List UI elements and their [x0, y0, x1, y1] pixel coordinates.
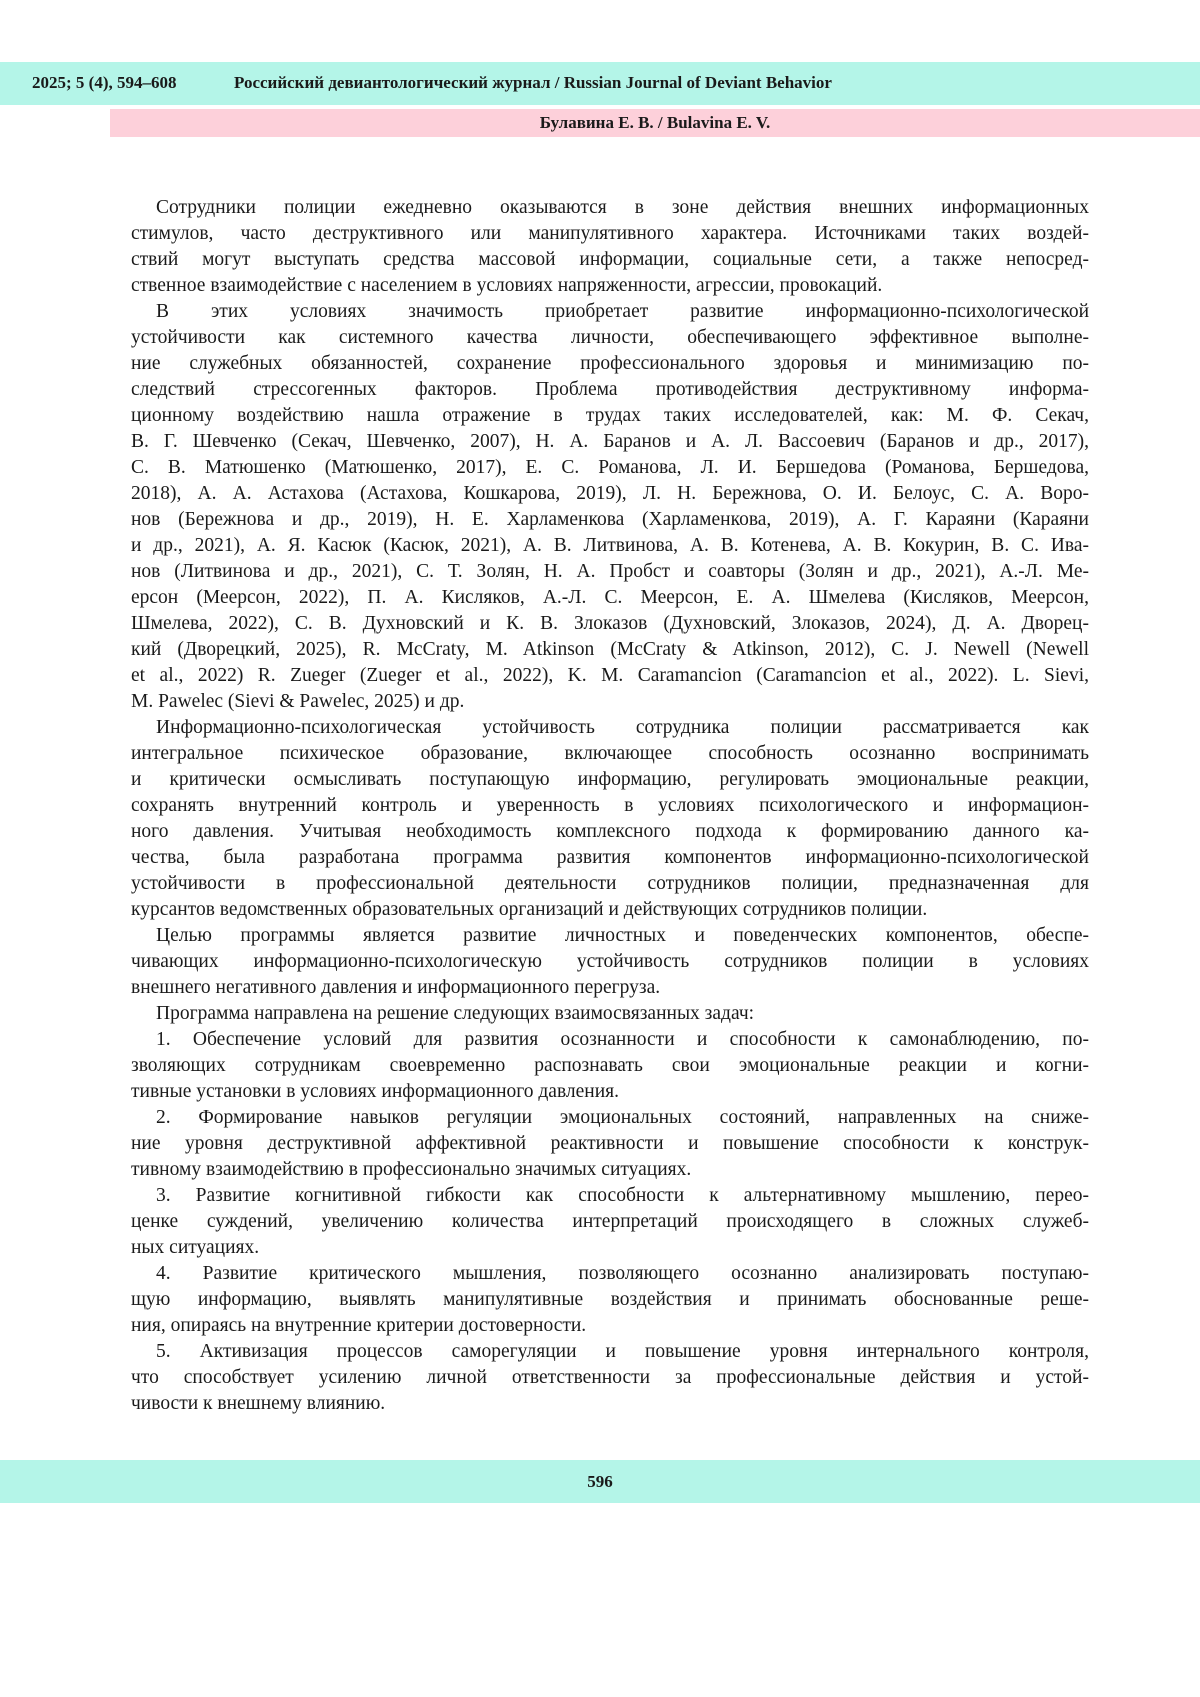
- text-line: Программа направлена на решение следующих взаимосвязанных задач:: [156, 1003, 755, 1024]
- text-line: В этих условиях значимость приобретает развитие информационно-психологической: [156, 301, 1089, 322]
- text-line: ного давления. Учитывая необходимость комплексного подхода к формированию данного ка-: [131, 821, 1089, 842]
- text-line: тивные установки в условиях информационного давления.: [131, 1081, 620, 1102]
- text-line: В. Г. Шевченко (Секач, Шевченко, 2007), Н. А. Баранов и А. Л. Вассоевич (Баранов и др., 2017),: [131, 431, 1089, 452]
- text-line: Информационно-психологическая устойчивость сотрудника полиции рассматривается как: [156, 717, 1089, 738]
- text-line: внешнего негативного давления и информационного перегруза.: [131, 977, 661, 998]
- text-line: чивающих информационно-психологическую устойчивость сотрудников полиции в условиях: [131, 951, 1089, 972]
- text-line: следствий стрессогенных факторов. Проблема противодействия деструктивному информа-: [131, 379, 1089, 400]
- text-line: ние служебных обязанностей, сохранение профессионального здоровья и минимизацию по-: [131, 353, 1089, 374]
- text-line: ствий могут выступать средства массовой информации, социальные сети, а также непосред-: [131, 249, 1089, 270]
- page-number: 596: [0, 1460, 1200, 1503]
- text-line: M. Pawelec (Sievi & Pawelec, 2025) и др.: [131, 691, 465, 712]
- text-line: 2. Формирование навыков регуляции эмоциональных состояний, направленных на сниже-: [156, 1107, 1089, 1128]
- text-line: С. В. Матюшенко (Матюшенко, 2017), Е. С. Романова, Л. И. Бершедова (Романова, Бершедова,: [131, 457, 1089, 478]
- text-line: устойчивости в профессиональной деятельности сотрудников полиции, предназначенная для: [131, 873, 1089, 894]
- text-line: et al., 2022) R. Zueger (Zueger et al., 2022), K. M. Caramancion (Caramancion et al., 2022). L. Sievi,: [131, 665, 1089, 686]
- text-line: ерсон (Меерсон, 2022), П. А. Кисляков, А.-Л. С. Меерсон, Е. А. Шмелева (Кисляков, Меерсон,: [131, 587, 1089, 608]
- text-line: ния, опираясь на внутренние критерии достоверности.: [131, 1315, 587, 1336]
- text-line: устойчивости как системного качества личности, обеспечивающего эффективное выполне-: [131, 327, 1089, 348]
- text-line: ценке суждений, увеличению количества интерпретаций происходящего в сложных служеб-: [131, 1211, 1089, 1232]
- text-line: сохранять внутренний контроль и уверенность в условиях психологического и информацион-: [131, 795, 1089, 816]
- text-line: 3. Развитие когнитивной гибкости как способности к альтернативному мышлению, перео-: [156, 1185, 1089, 1206]
- paragraph: [131, 1183, 1089, 1261]
- journal-title: Российский девиантологический журнал / Russian Journal of Deviant Behavior: [234, 73, 832, 92]
- paragraph: [131, 299, 1089, 715]
- text-line: кий (Дворецкий, 2025), R. McCraty, M. Atkinson (McCraty & Atkinson, 2012), C. J. Newell (Newell: [131, 639, 1089, 660]
- paragraph: [131, 1001, 1089, 1027]
- text-line: 5. Активизация процессов саморегуляции и повышение уровня интернального контроля,: [156, 1341, 1089, 1362]
- text-line: 2018), А. А. Астахова (Астахова, Кошкарова, 2019), Л. Н. Бережнова, О. И. Белоус, С. А. Воро-: [131, 483, 1089, 504]
- text-line: 1. Обеспечение условий для развития осознанности и способности к самонаблюдению, по-: [156, 1029, 1089, 1050]
- text-line: Шмелева, 2022), С. В. Духновский и К. В. Злоказов (Духновский, Злоказов, 2024), Д. А. Дворец-: [131, 613, 1089, 634]
- text-line: курсантов ведомственных образовательных организаций и действующих сотрудников полиции.: [131, 899, 928, 920]
- citation: 2025; 5 (4), 594–608: [32, 73, 177, 92]
- text-line: интегральное психическое образование, включающее способность осознанно воспринимать: [131, 743, 1089, 764]
- running-header: [0, 62, 1200, 105]
- text-line: чивости к внешнему влиянию.: [131, 1393, 386, 1414]
- paragraph: [131, 1339, 1089, 1417]
- paragraph: [131, 1105, 1089, 1183]
- paragraph: [131, 1261, 1089, 1339]
- text-line: нов (Бережнова и др., 2019), Н. Е. Харламенкова (Харламенкова, 2019), А. Г. Караяни (Караяни: [131, 509, 1089, 530]
- text-line: и критически осмысливать поступающую информацию, регулировать эмоциональные реакции,: [131, 769, 1089, 790]
- text-line: ственное взаимодействие с населением в условиях напряженности, агрессии, провокаций.: [131, 275, 883, 296]
- text-line: что способствует усилению личной ответственности за профессиональные действия и устой-: [131, 1367, 1089, 1388]
- article-body: [131, 195, 1089, 1417]
- text-line: тивному взаимодействию в профессионально значимых ситуациях.: [131, 1159, 692, 1180]
- text-line: ние уровня деструктивной аффективной реактивности и повышение способности к конструк-: [131, 1133, 1089, 1154]
- text-line: 4. Развитие критического мышления, позволяющего осознанно анализировать поступаю-: [156, 1263, 1089, 1284]
- paragraph: [131, 715, 1089, 923]
- author-header: Булавина Е. В. / Bulavina E. V.: [110, 109, 1200, 137]
- text-line: щую информацию, выявлять манипулятивные воздействия и принимать обоснованные реше-: [131, 1289, 1089, 1310]
- text-line: зволяющих сотрудникам своевременно распознавать свои эмоциональные реакции и когни-: [131, 1055, 1089, 1076]
- paragraph: [131, 195, 1089, 299]
- text-line: чества, была разработана программа развития компонентов информационно-психологической: [131, 847, 1089, 868]
- text-line: стимулов, часто деструктивного или манипулятивного характера. Источниками таких воздей-: [131, 223, 1089, 244]
- paragraph: [131, 923, 1089, 1001]
- text-line: нов (Литвинова и др., 2021), С. Т. Золян, Н. А. Пробст и соавторы (Золян и др., 2021), А.-Л. Ме-: [131, 561, 1089, 582]
- text-line: Целью программы является развитие личностных и поведенческих компонентов, обеспе-: [156, 925, 1089, 946]
- text-line: и др., 2021), А. Я. Касюк (Касюк, 2021), А. В. Литвинова, А. В. Котенева, А. В. Кокурин, В. С. Ива-: [131, 535, 1089, 556]
- text-line: Сотрудники полиции ежедневно оказываются в зоне действия внешних информационных: [156, 197, 1089, 218]
- text-line: ных ситуациях.: [131, 1237, 260, 1258]
- paragraph: [131, 1027, 1089, 1105]
- text-line: ционному воздействию нашла отражение в трудах таких исследователей, как: М. Ф. Секач,: [131, 405, 1089, 426]
